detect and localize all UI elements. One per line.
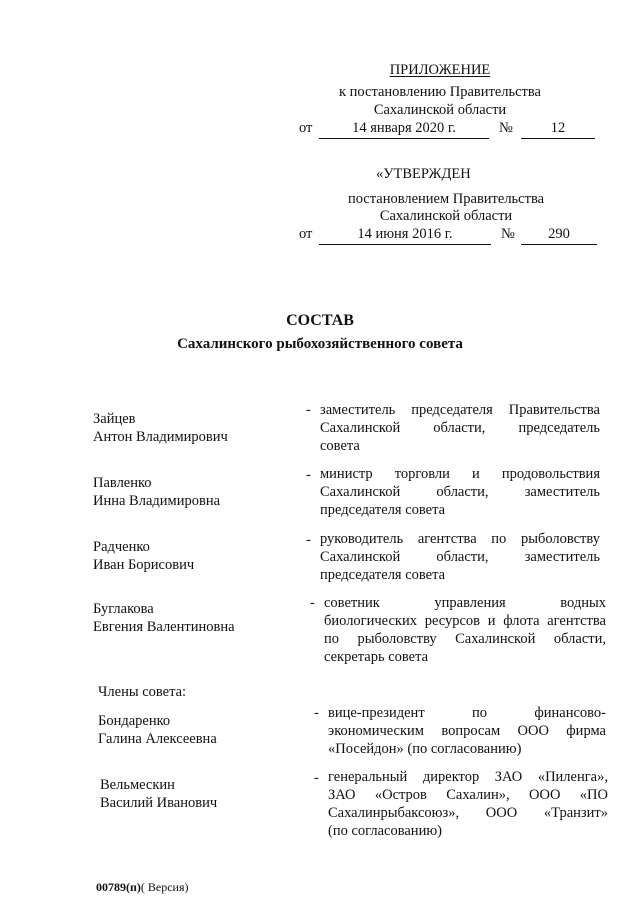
appendix-number: 12: [521, 120, 595, 139]
approved-number: 290: [521, 226, 597, 245]
document-code: 00789(п): [96, 880, 141, 894]
role-line: руководитель агентства по рыболовству: [320, 531, 600, 547]
member-name: [93, 538, 194, 574]
role-line: генеральный директор ЗАО «Пиленга»,: [328, 769, 608, 785]
document-footer: [96, 880, 189, 895]
role-line: биологических ресурсов и флота агентства: [324, 613, 606, 629]
dash: -: [306, 467, 311, 483]
role-line: председателя совета: [320, 567, 446, 583]
role-line: (по согласованию): [328, 823, 442, 839]
member-name: [98, 712, 217, 748]
appendix-line2: Сахалинской области: [373, 102, 507, 118]
member-role: [328, 768, 608, 840]
member-surname: Радченко: [93, 539, 150, 555]
role-line: по рыболовству Сахалинской области,: [324, 631, 606, 647]
member-name: [93, 410, 228, 446]
role-line: секретарь совета: [324, 649, 429, 665]
member-given-name: Инна Владимировна: [93, 493, 221, 509]
from-label: от: [299, 120, 313, 136]
member-role: [324, 594, 606, 666]
role-line: заместитель председателя Правительства: [320, 402, 600, 418]
role-line: совета: [320, 438, 360, 454]
role-line: вице-президент по финансово-: [328, 705, 606, 721]
appendix-date-row: [299, 120, 599, 140]
approved-line1: постановлением Правительства: [347, 191, 545, 207]
role-line: Сахалинрыбаксоюз», ООО «Транзит»: [328, 805, 608, 821]
member-given-name: Василий Иванович: [100, 795, 218, 811]
member-name: [93, 600, 235, 636]
member-surname: Зайцев: [93, 411, 136, 427]
member-surname: Буглакова: [93, 601, 154, 617]
member-role: [320, 465, 600, 519]
member-name: [100, 776, 217, 812]
approved-title: «УТВЕРЖДЕН: [376, 166, 471, 182]
appendix-title: ПРИЛОЖЕНИЕ: [389, 62, 491, 78]
member-name: [93, 474, 220, 510]
member-given-name: Евгения Валентиновна: [93, 619, 235, 635]
number-label: №: [499, 120, 513, 136]
appendix-date: 14 января 2020 г.: [319, 120, 489, 139]
member-given-name: Галина Алексеевна: [98, 731, 217, 747]
appendix-line1: к постановлению Правительства: [339, 84, 541, 100]
role-line: Сахалинской области, заместитель: [320, 549, 600, 565]
document-version: ( Версия): [140, 880, 189, 894]
members-label: Члены совета:: [98, 684, 187, 700]
member-surname: Вельмескин: [100, 777, 175, 793]
approved-date: 14 июня 2016 г.: [319, 226, 491, 245]
member-given-name: Антон Владимирович: [93, 429, 228, 445]
role-line: экономическим вопросам ООО фирма: [328, 723, 606, 739]
member-given-name: Иван Борисович: [93, 557, 195, 573]
dash: -: [310, 595, 315, 611]
role-line: ЗАО «Остров Сахалин», ООО «ПО: [328, 787, 608, 803]
role-line: министр торговли и продовольствия: [320, 466, 600, 482]
document-title: СОСТАВ: [286, 312, 354, 329]
dash: -: [314, 770, 319, 786]
role-line: «Посейдон» (по согласованию): [328, 741, 522, 757]
member-role: [328, 704, 606, 758]
member-surname: Павленко: [93, 475, 152, 491]
number-label: №: [501, 226, 515, 242]
from-label: от: [299, 226, 313, 242]
dash: -: [306, 532, 311, 548]
approved-line2: Сахалинской области: [379, 208, 513, 224]
approved-date-row: [299, 226, 599, 246]
document-subtitle: Сахалинского рыбохозяйственного совета: [177, 336, 463, 352]
member-surname: Бондаренко: [98, 713, 171, 729]
role-line: председателя совета: [320, 502, 446, 518]
role-line: Сахалинской области, председатель: [320, 420, 600, 436]
role-line: Сахалинской области, заместитель: [320, 484, 600, 500]
member-role: [320, 401, 600, 455]
dash: -: [306, 402, 311, 418]
role-line: советник управления водных: [324, 595, 606, 611]
dash: -: [314, 705, 319, 721]
member-role: [320, 530, 600, 584]
